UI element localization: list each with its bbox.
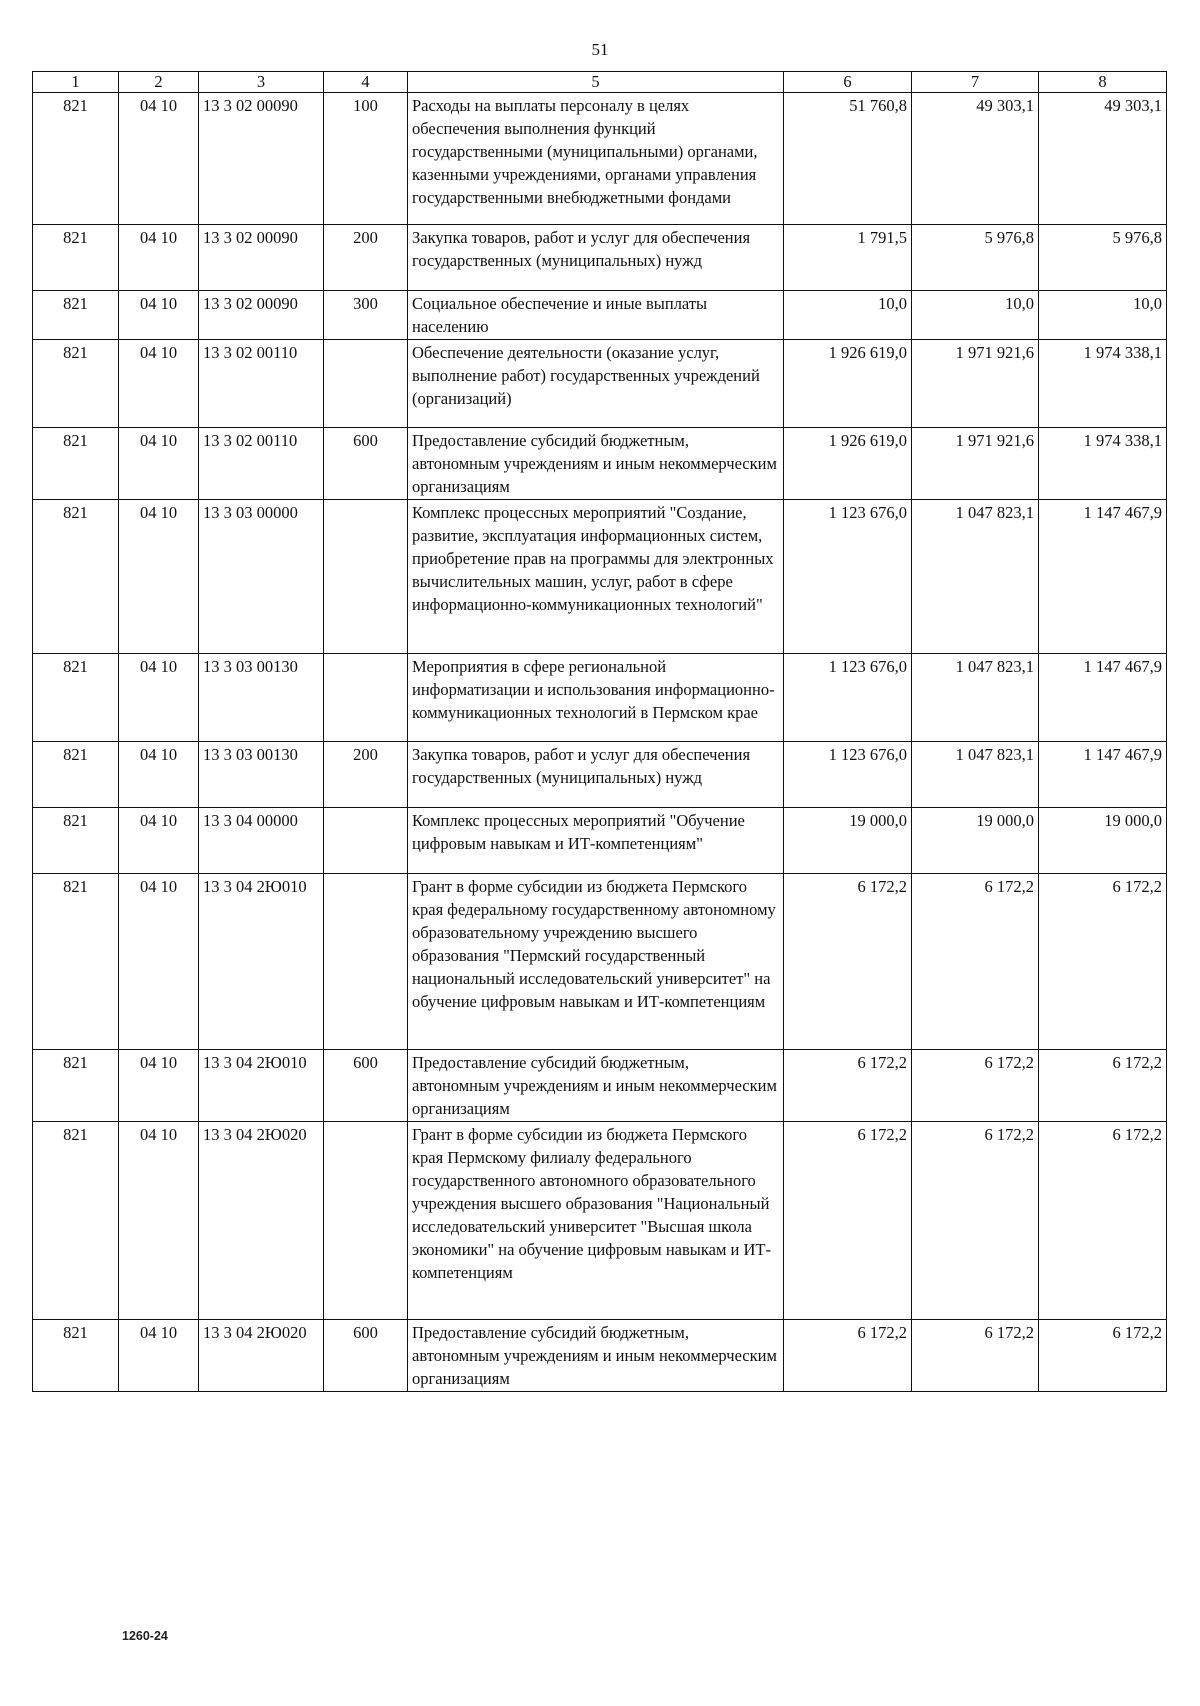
target-article-cell: 13 3 04 00000 — [199, 808, 324, 874]
description-cell: Предоставление субсидий бюджетным, автономным учреждениям и иным некоммерческим организациям — [408, 1050, 784, 1122]
table-row — [33, 225, 1167, 291]
description-cell: Обеспечение деятельности (оказание услуг, выполнение работ) государственных учреждений (организаций) — [408, 340, 784, 428]
expense-type-cell: 200 — [324, 742, 408, 808]
section-code-cell: 04 10 — [119, 225, 199, 291]
amount-year3-cell: 5 976,8 — [1039, 225, 1167, 291]
expense-type-cell: 300 — [324, 291, 408, 340]
amount-year3-cell: 1 974 338,1 — [1039, 340, 1167, 428]
column-header: 8 — [1039, 72, 1167, 93]
expense-type-cell — [324, 500, 408, 654]
admin-code-cell: 821 — [33, 808, 119, 874]
amount-year1-cell: 1 123 676,0 — [784, 742, 912, 808]
admin-code-cell: 821 — [33, 1122, 119, 1320]
expense-type-cell — [324, 1122, 408, 1320]
column-header: 4 — [324, 72, 408, 93]
amount-year1-cell: 51 760,8 — [784, 93, 912, 225]
expense-type-cell: 600 — [324, 1320, 408, 1392]
target-article-cell: 13 3 02 00110 — [199, 340, 324, 428]
target-article-cell: 13 3 03 00130 — [199, 654, 324, 742]
amount-year1-cell: 1 926 619,0 — [784, 340, 912, 428]
amount-year1-cell: 6 172,2 — [784, 1320, 912, 1392]
amount-year3-cell: 1 147 467,9 — [1039, 500, 1167, 654]
table-row — [33, 93, 1167, 225]
amount-year3-cell: 6 172,2 — [1039, 1320, 1167, 1392]
amount-year3-cell: 1 147 467,9 — [1039, 742, 1167, 808]
amount-year1-cell: 6 172,2 — [784, 1050, 912, 1122]
admin-code-cell: 821 — [33, 742, 119, 808]
document-code: 1260-24 — [122, 1629, 168, 1643]
admin-code-cell: 821 — [33, 874, 119, 1050]
amount-year3-cell: 19 000,0 — [1039, 808, 1167, 874]
expense-type-cell: 600 — [324, 1050, 408, 1122]
amount-year1-cell: 10,0 — [784, 291, 912, 340]
table-row — [33, 742, 1167, 808]
column-header: 1 — [33, 72, 119, 93]
amount-year2-cell: 6 172,2 — [912, 874, 1039, 1050]
section-code-cell: 04 10 — [119, 428, 199, 500]
amount-year3-cell: 1 974 338,1 — [1039, 428, 1167, 500]
amount-year2-cell: 1 047 823,1 — [912, 500, 1039, 654]
amount-year2-cell: 6 172,2 — [912, 1320, 1039, 1392]
amount-year1-cell: 1 123 676,0 — [784, 500, 912, 654]
column-header: 3 — [199, 72, 324, 93]
budget-table — [32, 71, 1167, 1392]
target-article-cell: 13 3 02 00110 — [199, 428, 324, 500]
table-row — [33, 428, 1167, 500]
amount-year2-cell: 19 000,0 — [912, 808, 1039, 874]
amount-year3-cell: 1 147 467,9 — [1039, 654, 1167, 742]
admin-code-cell: 821 — [33, 1320, 119, 1392]
amount-year2-cell: 10,0 — [912, 291, 1039, 340]
target-article-cell: 13 3 02 00090 — [199, 291, 324, 340]
description-cell: Комплекс процессных мероприятий "Обучение цифровым навыкам и ИТ-компетенциям" — [408, 808, 784, 874]
amount-year3-cell: 49 303,1 — [1039, 93, 1167, 225]
page-number: 51 — [591, 40, 609, 59]
expense-type-cell — [324, 654, 408, 742]
amount-year3-cell: 10,0 — [1039, 291, 1167, 340]
target-article-cell: 13 3 02 00090 — [199, 225, 324, 291]
amount-year2-cell: 1 047 823,1 — [912, 654, 1039, 742]
section-code-cell: 04 10 — [119, 874, 199, 1050]
table-row — [33, 340, 1167, 428]
target-article-cell: 13 3 03 00130 — [199, 742, 324, 808]
description-cell: Предоставление субсидий бюджетным, автономным учреждениям и иным некоммерческим организациям — [408, 428, 784, 500]
table-row — [33, 654, 1167, 742]
amount-year1-cell: 19 000,0 — [784, 808, 912, 874]
section-code-cell: 04 10 — [119, 291, 199, 340]
description-cell: Социальное обеспечение и иные выплаты населению — [408, 291, 784, 340]
table-row — [33, 291, 1167, 340]
section-code-cell: 04 10 — [119, 340, 199, 428]
target-article-cell: 13 3 04 2Ю010 — [199, 874, 324, 1050]
amount-year3-cell: 6 172,2 — [1039, 1122, 1167, 1320]
admin-code-cell: 821 — [33, 291, 119, 340]
amount-year1-cell: 1 123 676,0 — [784, 654, 912, 742]
column-header: 6 — [784, 72, 912, 93]
expense-type-cell: 100 — [324, 93, 408, 225]
admin-code-cell: 821 — [33, 93, 119, 225]
section-code-cell: 04 10 — [119, 654, 199, 742]
column-header: 5 — [408, 72, 784, 93]
amount-year3-cell: 6 172,2 — [1039, 874, 1167, 1050]
target-article-cell: 13 3 04 2Ю020 — [199, 1122, 324, 1320]
amount-year3-cell: 6 172,2 — [1039, 1050, 1167, 1122]
expense-type-cell — [324, 874, 408, 1050]
admin-code-cell: 821 — [33, 225, 119, 291]
column-number-row — [33, 72, 1167, 93]
table-row — [33, 500, 1167, 654]
amount-year1-cell: 1 791,5 — [784, 225, 912, 291]
expense-type-cell — [324, 808, 408, 874]
description-cell: Расходы на выплаты персоналу в целях обеспечения выполнения функций государственными (муниципальными) органами, казенными учреждениями, органами управления государственными внебюджетными фондами — [408, 93, 784, 225]
description-cell: Предоставление субсидий бюджетным, автономным учреждениям и иным некоммерческим организациям — [408, 1320, 784, 1392]
admin-code-cell: 821 — [33, 500, 119, 654]
admin-code-cell: 821 — [33, 340, 119, 428]
column-header: 2 — [119, 72, 199, 93]
table-row — [33, 808, 1167, 874]
column-header: 7 — [912, 72, 1039, 93]
admin-code-cell: 821 — [33, 1050, 119, 1122]
amount-year2-cell: 5 976,8 — [912, 225, 1039, 291]
section-code-cell: 04 10 — [119, 500, 199, 654]
amount-year2-cell: 6 172,2 — [912, 1122, 1039, 1320]
description-cell: Закупка товаров, работ и услуг для обеспечения государственных (муниципальных) нужд — [408, 742, 784, 808]
admin-code-cell: 821 — [33, 428, 119, 500]
description-cell: Комплекс процессных мероприятий "Создание, развитие, эксплуатация информационных систем, приобретение прав на программы для электронных вычислительных машин, услуг, работ в сфере информационно-коммуникационных технологий" — [408, 500, 784, 654]
table-row — [33, 1320, 1167, 1392]
amount-year1-cell: 6 172,2 — [784, 874, 912, 1050]
section-code-cell: 04 10 — [119, 1122, 199, 1320]
description-cell: Закупка товаров, работ и услуг для обеспечения государственных (муниципальных) нужд — [408, 225, 784, 291]
table-row — [33, 874, 1167, 1050]
section-code-cell: 04 10 — [119, 742, 199, 808]
section-code-cell: 04 10 — [119, 1320, 199, 1392]
amount-year2-cell: 6 172,2 — [912, 1050, 1039, 1122]
expense-type-cell: 600 — [324, 428, 408, 500]
target-article-cell: 13 3 03 00000 — [199, 500, 324, 654]
target-article-cell: 13 3 04 2Ю020 — [199, 1320, 324, 1392]
amount-year2-cell: 49 303,1 — [912, 93, 1039, 225]
description-cell: Грант в форме субсидии из бюджета Пермского края федеральному государственному автономному образовательному учреждению высшего образования "Пермский государственный национальный исследовательский университет" на обучение цифровым навыкам и ИТ-компетенциям — [408, 874, 784, 1050]
amount-year1-cell: 1 926 619,0 — [784, 428, 912, 500]
expense-type-cell — [324, 340, 408, 428]
admin-code-cell: 821 — [33, 654, 119, 742]
amount-year1-cell: 6 172,2 — [784, 1122, 912, 1320]
target-article-cell: 13 3 02 00090 — [199, 93, 324, 225]
description-cell: Грант в форме субсидии из бюджета Пермского края Пермскому филиалу федерального государственного автономного образовательного учреждения высшего образования "Национальный исследовательский университет "Высшая школа экономики" на обучение цифровым навыкам и ИТ-компетенциям — [408, 1122, 784, 1320]
expense-type-cell: 200 — [324, 225, 408, 291]
section-code-cell: 04 10 — [119, 1050, 199, 1122]
table-row — [33, 1122, 1167, 1320]
amount-year2-cell: 1 971 921,6 — [912, 340, 1039, 428]
amount-year2-cell: 1 971 921,6 — [912, 428, 1039, 500]
table-row — [33, 1050, 1167, 1122]
amount-year2-cell: 1 047 823,1 — [912, 742, 1039, 808]
section-code-cell: 04 10 — [119, 808, 199, 874]
target-article-cell: 13 3 04 2Ю010 — [199, 1050, 324, 1122]
description-cell: Мероприятия в сфере региональной информатизации и использования информационно-коммуникационных технологий в Пермском крае — [408, 654, 784, 742]
section-code-cell: 04 10 — [119, 93, 199, 225]
